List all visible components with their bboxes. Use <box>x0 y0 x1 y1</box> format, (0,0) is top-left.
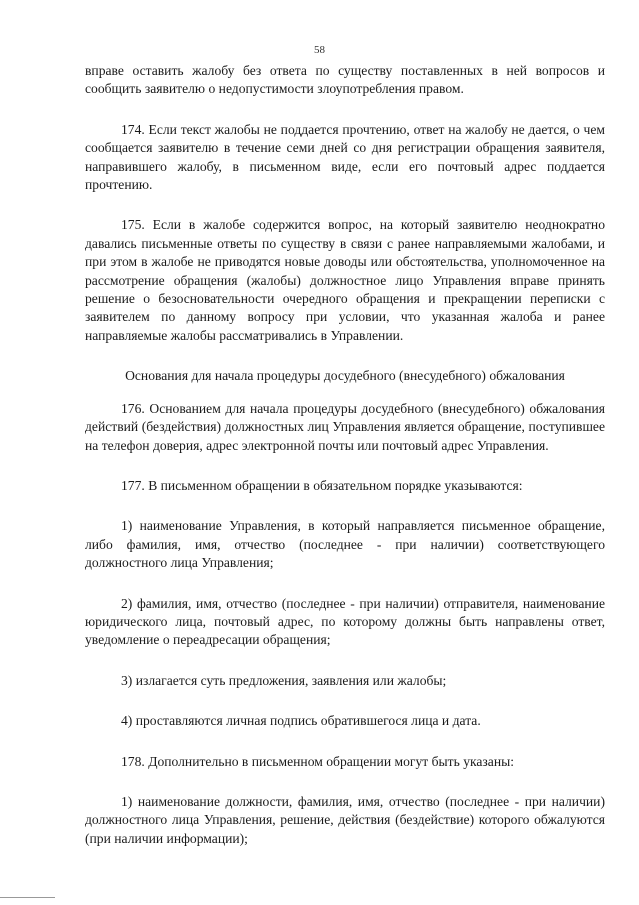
paragraph-continuation: вправе оставить жалобу без ответа по существу поставленных в ней вопросов и сообщить заявителю о недопустимости злоупотребления правом. <box>85 63 605 97</box>
paragraph-177-item-2: 2) фамилия, имя, отчество (последнее - при наличии) отправителя, наименование юридического лица, почтовый адрес, по которому должны быть направлены ответ, уведомление о переадресации обращения; <box>85 595 605 648</box>
footer-rule <box>0 897 55 898</box>
document-body <box>85 62 605 848</box>
paragraph-177: 177. В письменном обращении в обязательном порядке указываются: <box>121 477 523 493</box>
section-heading: Основания для начала процедуры досудебного (внесудебного) обжалования <box>125 368 565 384</box>
page-number: 58 <box>314 44 325 56</box>
paragraph-177-item-3: 3) излагается суть предложения, заявления или жалобы; <box>121 672 447 688</box>
paragraph-177-item-4: 4) проставляются личная подпись обратившегося лица и дата. <box>121 713 481 729</box>
paragraph-178: 178. Дополнительно в письменном обращении могут быть указаны: <box>121 753 515 769</box>
paragraph-178-item-1: 1) наименование должности, фамилия, имя, отчество (последнее - при наличии) должностного лица Управления, решение, действия (бездействие) которого обжалуются (при наличии информации); <box>85 793 605 846</box>
paragraph-176: 176. Основанием для начала процедуры досудебного (внесудебного) обжалования действий (бездействия) должностных лиц Управления является обращение, поступившее на телефон доверия, адрес электронной почты или почтовый адрес Управления. <box>85 400 605 453</box>
paragraph-175: 175. Если в жалобе содержится вопрос, на который заявителю неоднократно давались письменные ответы по существу в связи с ранее направляемыми жалобами, и при этом в жалобе не приводятся новые доводы или обстоятельства, уполномоченное на рассмотрение обращения (жалобы) должностное лицо Управления вправе принять решение о безосновательности очередного обращения и прекращении переписки с заявителем по данному вопросу при условии, что указанная жалоба и ранее направляемые жалобы рассматривались в Управлении. <box>85 217 605 343</box>
paragraph-174: 174. Если текст жалобы не поддается прочтению, ответ на жалобу не дается, о чем сообщается заявителю в течение семи дней со дня регистрации обращения заявителя, направившего жалобу, в письменном виде, если его почтовый адрес поддается прочтению. <box>85 121 605 193</box>
paragraph-177-item-1: 1) наименование Управления, в который направляется письменное обращение, либо фамилия, имя, отчество (последнее - при наличии) соответствующего должностного лица Управления; <box>85 518 605 571</box>
